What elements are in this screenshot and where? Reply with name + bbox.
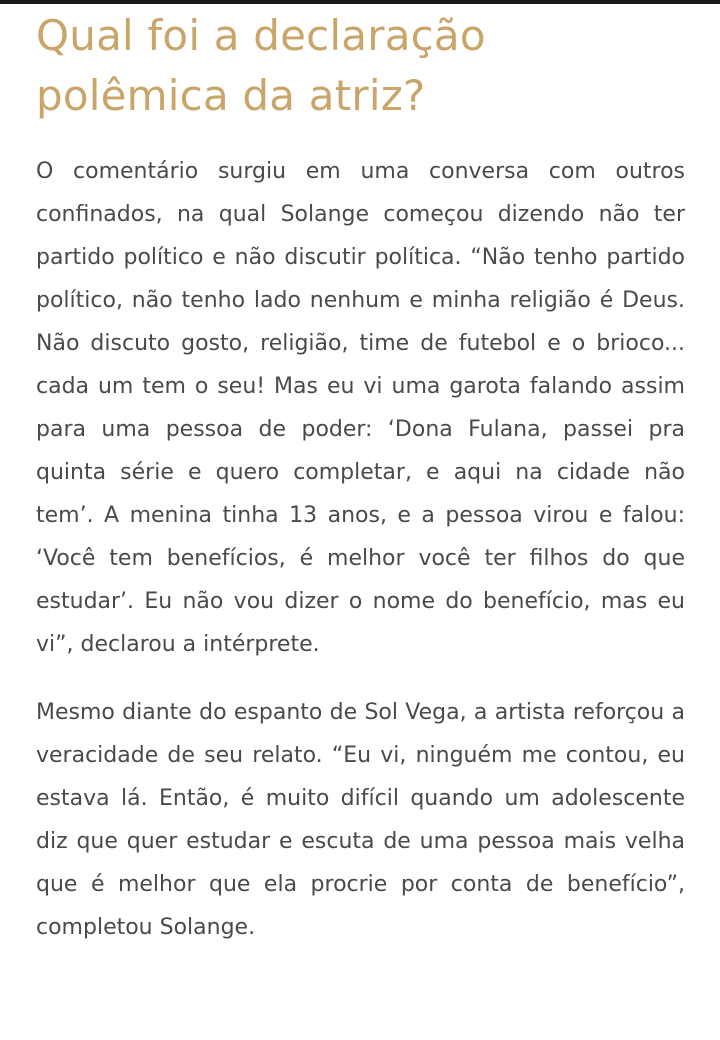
article-body [36,6,685,949]
article-paragraph: Mesmo diante do espanto de Sol Vega, a artista reforçou a veracidade de seu relato. “Eu vi, ninguém me contou, eu estava lá. Então, é muito difícil quando um adolescente diz que quer estudar e escuta de uma pessoa mais velha que é melhor que ela procrie por conta de benefício”, completou Solange. [36,700,685,940]
top-bar [0,0,720,4]
article-headline: Qual foi a declaração polêmica da atriz? [36,11,486,120]
article-paragraph: O comentário surgiu em uma conversa com outros confinados, na qual Solange começou dizendo não ter partido político e não discutir política. “Não tenho partido político, não tenho lado nenhum e minha religião é Deus. Não discuto gosto, religião, time de futebol e o brioco... cada um tem o seu! Mas eu vi uma garota falando assim para uma pessoa de poder: ‘Dona Fulana, passei pra quinta série e quero completar, e aqui na cidade não tem’. A menina tinha 13 anos, e a pessoa virou e falou: ‘Você tem benefícios, é melhor você ter filhos do que estudar’. Eu não vou dizer o nome do benefício, mas eu vi”, declarou a intérprete. [36,159,685,657]
